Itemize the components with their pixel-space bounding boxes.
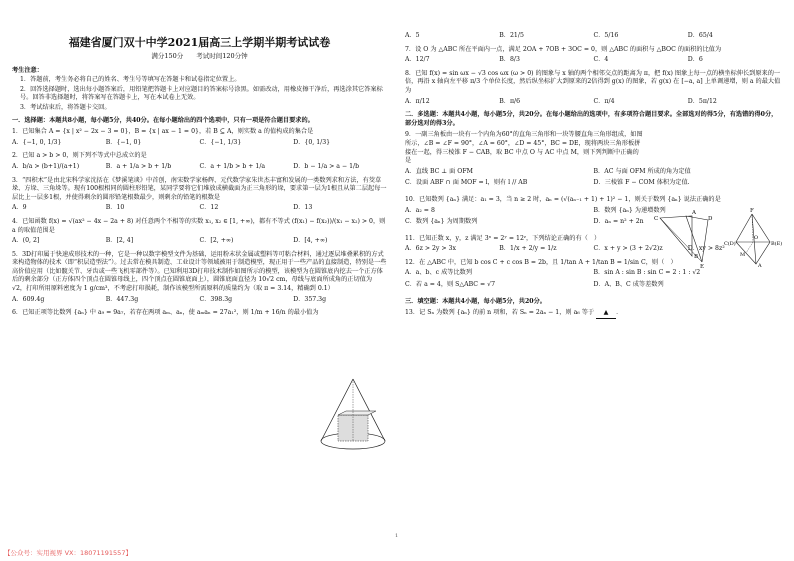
option-a: A．12/7 bbox=[405, 56, 430, 64]
fig-label: A bbox=[692, 210, 696, 216]
option-b: B．a + 1/a > b + 1/b bbox=[105, 162, 172, 170]
option-a: A．5 bbox=[405, 32, 420, 39]
cone-figure bbox=[318, 375, 388, 453]
exam-title: 福建省厦门双十中学2021届高三上学期半期考试试卷 bbox=[68, 36, 331, 49]
question-stem: 2．已知 a > b > 0，则下列不等式中总成立的是 bbox=[12, 152, 147, 160]
option-c: C．x + y > (3 + 2√2)z bbox=[593, 245, 663, 253]
option-c: C．[2, +∞) bbox=[199, 237, 234, 245]
question-8 bbox=[405, 70, 782, 106]
option-a: A．b/a > (b+1)/(a+1) bbox=[12, 162, 80, 170]
fig-label: F bbox=[750, 208, 754, 214]
option-a: A．{−1, 0, 1/3} bbox=[12, 138, 62, 146]
fig-label: M bbox=[740, 252, 746, 258]
question-stem: 10．已知数列 {aₙ} 满足：a₁ = 3，当 n ≥ 2 时，aₙ = (√(aₙ₋₁ + 1) + 1)² − 1，则关于数列 {aₙ} 说法正确的是 bbox=[405, 195, 721, 203]
option-c: C．12 bbox=[199, 204, 219, 212]
option-d: D．5π/12 bbox=[687, 97, 717, 105]
fig-label: A bbox=[758, 263, 762, 268]
option-d: D．b − 1/a > a − 1/b bbox=[293, 162, 360, 170]
question-3 bbox=[12, 177, 387, 213]
option-a: A．6z > 2y > 3x bbox=[405, 245, 456, 253]
option-b: B．447.3g bbox=[105, 295, 139, 303]
question-5 bbox=[12, 251, 387, 305]
option-c: C．数列 {aₙ} 为周期数列 bbox=[405, 218, 478, 226]
option-d: D．三棱锥 F − COM 体积为定值. bbox=[593, 179, 690, 187]
question-stem: 3．“四积术”是由北宋科学家沈括在《梦溪笔谈》中首创，南宋数学家杨辉、元代数学家朱世杰丰富和发展的一类数列求和方法，有茭草垛、方垛、三角垛等。现有100根相同的圆柱形铅笔，某同学要将它们堆放成横截面为正三角形的垛，要求第一层为1根且从第二层起每一层比上一层多1根，并使得剩余的圆形铅笔根数最少，则剩余的铅笔的根数是 bbox=[12, 176, 387, 201]
option-b: B．{−1, 0} bbox=[105, 138, 142, 146]
option-a: A．a、b、c 成等比数列 bbox=[405, 269, 473, 277]
option-d: D．xy > 8z² bbox=[687, 245, 725, 253]
option-d: D．[4, +∞) bbox=[293, 237, 328, 245]
option-d: D．13 bbox=[293, 204, 313, 212]
option-a: A．a₂ = 8 bbox=[405, 206, 435, 214]
option-c: C．{−1, 1/3} bbox=[199, 138, 242, 146]
option-b: B．8/3 bbox=[499, 56, 520, 64]
question-stem: 9．一副三角板由一块有一个内角为60°的直角三角形和一块等腰直角三角形组成，如图所示，∠B = ∠F = 90°，∠A = 60°，∠D = 45°，BC = DE，现将两块三角形板拼接在一起，得三棱锥 F − CAB，取 BC 中点 O 与 AC 中点 M，则下列判断中正确的是 bbox=[405, 131, 643, 165]
fig-label: D bbox=[708, 216, 713, 222]
note-item: 2．回答选择题时，选出每小题答案后，用铅笔把答题卡上对应题目的答案标号涂黑。如需改动，用橡皮擦干净后，再选涂其它答案标号。回答非选择题时，将答案写在答题卡上，写在本试卷上无效。 bbox=[20, 85, 383, 102]
option-b: B．21/5 bbox=[499, 32, 524, 39]
option-b: B．AC 与面 OFM 所成的角为定值 bbox=[593, 167, 691, 175]
note-item: 3．考试结束后，将答题卡交回。 bbox=[20, 103, 111, 111]
option-d: D．A、B、C 成等差数列 bbox=[593, 281, 664, 289]
question-stem: 6．已知正项等比数列 {aₙ} 中 a₉ = 9a₇，若存在两项 aₘ、aₙ，使 aₘaₙ = 27a₁²，则 1/m + 16/n 的最小值为 bbox=[12, 309, 319, 317]
note-item: 1．答题前，考生务必将自己的姓名、考生号等填写在答题卡和试卷指定位置上。 bbox=[20, 76, 241, 84]
question-4 bbox=[12, 218, 387, 246]
fig-label: E bbox=[700, 264, 705, 268]
option-c: C．若 a = 4，则 S△ABC = √7 bbox=[405, 281, 496, 289]
option-b: B．数列 {aₙ} 为递增数列 bbox=[593, 206, 666, 214]
option-b: B．1/x + 2/y = 1/z bbox=[499, 245, 557, 253]
fig-label: C bbox=[654, 216, 659, 222]
question-2 bbox=[12, 152, 387, 171]
question-stem: 1．已知集合 A = {x | x² − 2x − 3 = 0}，B = {x | ax − 1 = 0}，若 B ⊆ A，则实数 a 的值构成的集合是 bbox=[12, 128, 314, 136]
fig-label: C(D) bbox=[724, 241, 736, 247]
triangle-boards-figure bbox=[652, 206, 790, 268]
question-stem: 7．设 O 为 △ABC 所在平面内一点，满足 2OA + 7OB + 3OC = 0，则 △ABC 的面积与 △BOC 的面积的比值为 bbox=[405, 45, 722, 53]
question-stem: 8．已知 f(x) = sin ωx − √3 cos ωx (ω > 0) 的图象与 x 轴的两个相邻交点的距离为 π，把 f(x) 图象上每一点的横坐标伸长到原来的一倍，再沿 x 轴向左平移 π/3 个单位长度，然后纵坐标扩大到原来的2倍得到 g(x) 的图象，若 g(x) 在 [−a, a] 上单调递增，则 a 的最大值为 bbox=[405, 69, 781, 94]
option-c: C．设面 ABF ∩ 面 MOF = l，则有 l // AB bbox=[405, 179, 528, 187]
question-9 bbox=[405, 131, 782, 191]
option-c: C．5/16 bbox=[593, 32, 619, 39]
option-a: A．609.4g bbox=[12, 295, 45, 303]
section-heading: 三．填空题：本题共4小题，每小题5分，共20分。 bbox=[405, 297, 546, 305]
section-heading: 二．多选题：本题共4小题，每小题5分，共20分。在每小题给出的选项中，有多项符合题目要求。全部选对的得5分，有选错的得0分，部分选对的得3分。 bbox=[405, 111, 778, 127]
question-stem: 5．3D打印属于快速成形技术的一种，它是一种以数字模型文件为基础，运用粉末状金属或塑料等可粘合材料，通过逐层堆叠累积的方式来构造物体的技术（即“积层造型法”）。过去常在模具制造、工业设计等领域被用于制造模型，现正用于一些产品的直接制造，特别是一些高价值应用（比如髋关节、牙齿或一些飞机零部件等）。已知利用3D打印技术制作如图所示的模型，该模型为在圆锥底内挖去一个正方体后的剩余部分（正方体四个顶点在圆锥母线上，四个顶点在圆锥底面上），圆锥底面直径为 10√2 cm，母线与底面所成角的正切值为 √2，打印所用原料密度为 1 g/cm³，不考虑打印损耗，制作该模型所需原料的质量约为（取 π = 3.14，精确到 0.1） bbox=[12, 250, 387, 293]
question-1 bbox=[12, 128, 387, 147]
notes-block bbox=[12, 67, 387, 113]
option-c: C．4 bbox=[593, 56, 609, 64]
option-a: A．π/12 bbox=[405, 97, 430, 105]
question-stem: 11．已知正数 x，y，z 满足 3ˣ = 2ʸ = 12ᶻ，下列结论正确的有（ ） bbox=[405, 234, 601, 242]
footer-watermark: 【公众号：实用视界 VX：18071191557】 bbox=[4, 549, 132, 557]
option-b: B．sin A : sin B : sin C = 2 : 1 : √2 bbox=[593, 269, 701, 277]
option-b: B．10 bbox=[105, 204, 125, 212]
question-stem: 4．已知函数 f(x) = √(ax² − 4x − 2a + 8) 对任意两个不相等的实数 x₁, x₂ ∈ [1, +∞)，都有不等式 (f(x₁) − f(x₂))/(x₁ − x₂) > 0，则 a 的取值范围是 bbox=[12, 217, 386, 234]
fig-label: B(E) bbox=[771, 241, 783, 247]
answer-blank[interactable]: ▲ bbox=[596, 309, 616, 319]
option-a: A．9 bbox=[12, 204, 27, 212]
option-a: A．直线 BC ⊥ 面 OFM bbox=[405, 167, 474, 175]
option-d: D．65/4 bbox=[687, 32, 713, 39]
question-13 bbox=[405, 309, 782, 319]
option-d: D．{0, 1/3} bbox=[293, 138, 331, 146]
question-6-options bbox=[405, 32, 782, 41]
exam-subtitle: 满分150分 考试时间120分钟 bbox=[151, 52, 248, 60]
option-a: A．(0, 2] bbox=[12, 237, 40, 245]
notes-heading: 考生注意： bbox=[12, 66, 43, 74]
option-c: C．π/4 bbox=[593, 97, 615, 105]
question-stem: 13．记 Sₙ 为数列 {aₙ} 的前 n 项和，若 Sₙ = 2aₙ − 1，则 a₆ 等于 ▲ ． bbox=[405, 309, 782, 319]
question-6 bbox=[12, 309, 387, 318]
page-number: 1 bbox=[395, 533, 399, 539]
right-column bbox=[397, 0, 794, 561]
fig-label: O bbox=[754, 235, 759, 241]
option-d: D．357.3g bbox=[293, 295, 327, 303]
option-d: D．6 bbox=[687, 56, 703, 64]
option-d: D．aₙ = n² + 2n bbox=[593, 218, 644, 226]
option-c: C．a + 1/b > b + 1/a bbox=[199, 162, 266, 170]
question-13-text: 13．记 Sₙ 为数列 {aₙ} 的前 n 项和，若 Sₙ = 2aₙ − 1，则 a₆ 等于 bbox=[405, 309, 595, 317]
option-c: C．398.3g bbox=[199, 295, 233, 303]
option-b: B．[2, 4] bbox=[105, 237, 134, 245]
question-stem: 12．在 △ABC 中，已知 b cos C + c cos B = 2b，且 1/tan A + 1/tan B = 1/sin C，则（ ） bbox=[405, 258, 677, 266]
question-7 bbox=[405, 46, 782, 65]
section-heading: 一．选择题：本题共8小题，每小题5分，共40分。在每小题给出的四个选项中，只有一项是符合题目要求的。 bbox=[12, 116, 314, 124]
fig-label: B bbox=[694, 254, 699, 260]
option-b: B．π/6 bbox=[499, 97, 521, 105]
